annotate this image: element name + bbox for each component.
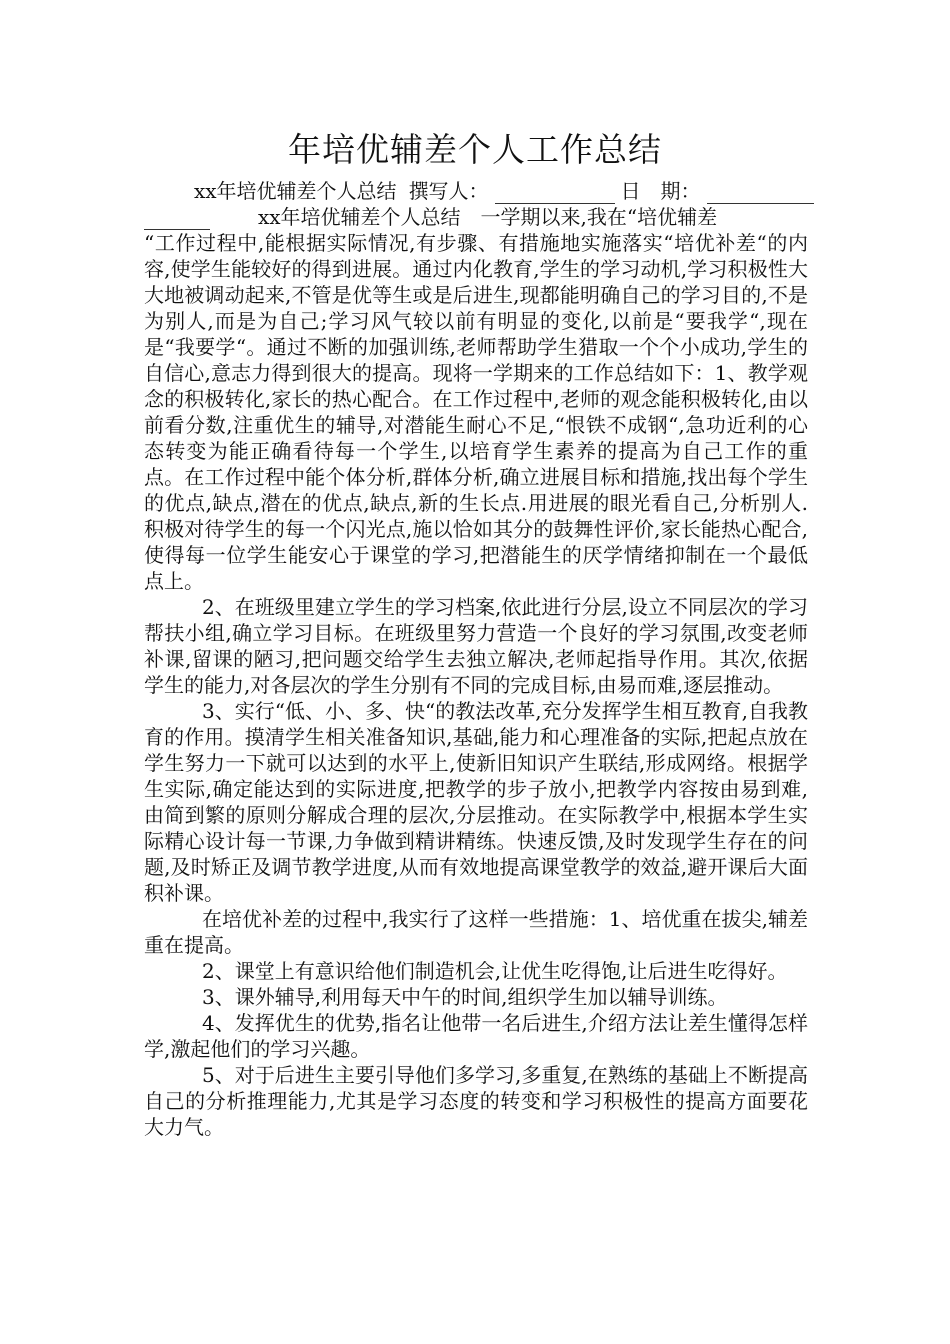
- author-blank: [495, 183, 615, 204]
- paragraph-2: 3、实行“低、小、多、快“的教法改革,充分发挥学生相互教育,自我教育的作用。摸清学生相关准备知识,基础,能力和心理准备的实际,把起点放在学生努力一下就可以达到的水平上,使新旧知识产生联结,形成网络。根据学生实际,确定能达到的实际进度,把教学的步子放小,把教学内容按由易到难,由简到繁的原则分解成合理的层次,分层推动。在实际教学中,根据本学生实际精心设计每一节课,力争做到精讲精练。快速反馈,及时发现学生存在的问题,及时矫正及调节教学进度,从而有效地提高课堂教学的效益,避开课后大面积补课。: [144, 699, 808, 905]
- intro-lead: xx年培优辅差个人总结 一学期以来,我在“培优辅差: [258, 205, 718, 229]
- date-blank-continued: [144, 209, 210, 230]
- intro-paragraph: “工作过程中,能根据实际情况,有步骤、有措施地实施落实“培优补差“的内容,使学生能较好的得到进展。通过内化教育,学生的学习动机,学习积极性大大地被调动起来,不管是优等生或是后进生,现都能明确自己的学习目的,不是为别人,而是为自己;学习风气较以前有明显的变化,以前是“要我学“,现在是“我要学“。通过不断的加强训练,老师帮助学生猎取一个个小成功,学生的自信心,意志力得到很大的提高。现将一学期来的工作总结如下：1、教学观念的积极转化,家长的热心配合。在工作过程中,老师的观念能积极转化,由以前看分数,注重优生的辅导,对潜能生耐心不足,“恨铁不成钢“,急功近利的心态转变为能正确看待每一个学生,以培育学生素养的提高为自己工作的重点。在工作过程中能个体分析,群体分析,确立进展目标和措施,找出每个学生的优点,缺点,潜在的优点,缺点,新的生长点.用进展的眼光看自己,分析别人.积极对待学生的每一个闪光点,施以恰如其分的鼓舞性评价,家长能热心配合,使得每一位学生能安心于课堂的学习,把潜能生的厌学情绪抑制在一个最低点上。: [144, 231, 808, 593]
- paragraph-5: 3、课外辅导,利用每天中午的时间,组织学生加以辅导训练。: [202, 985, 728, 1009]
- author-label: 撰写人：: [408, 179, 489, 203]
- meta-line: [144, 178, 814, 204]
- date-label: 日 期：: [620, 179, 701, 203]
- document-body: [144, 178, 808, 1140]
- paragraph-4: 2、课堂上有意识给他们制造机会,让优生吃得饱,让后进生吃得好。: [202, 959, 788, 983]
- paragraph-1: 2、在班级里建立学生的学习档案,依此进行分层,设立不同层次的学习帮扶小组,确立学习目标。在班级里努力营造一个良好的学习氛围,改变老师补课,留课的陋习,把问题交给学生去独立解决,老师起指导作用。其次,依据学生的能力,对各层次的学生分别有不同的完成目标,由易而难,逐层推动。: [144, 595, 808, 697]
- date-blank: [707, 183, 814, 204]
- paragraph-3: 在培优补差的过程中,我实行了这样一些措施：1、培优重在拔尖,辅差重在提高。: [144, 907, 808, 957]
- intro-first-line: [144, 204, 808, 230]
- paragraph-7: 5、对于后进生主要引导他们多学习,多重复,在熟练的基础上不断提高自己的分析推理能力,尤其是学习态度的转变和学习积极性的提高方面要花大力气。: [144, 1063, 808, 1139]
- document-title: 年培优辅差个人工作总结: [288, 130, 662, 169]
- paragraph-6: 4、发挥优生的优势,指名让他带一名后进生,介绍方法让差生懂得怎样学,激起他们的学习兴趣。: [144, 1011, 808, 1061]
- meta-doc-name: xx年培优辅差个人总结: [194, 179, 397, 203]
